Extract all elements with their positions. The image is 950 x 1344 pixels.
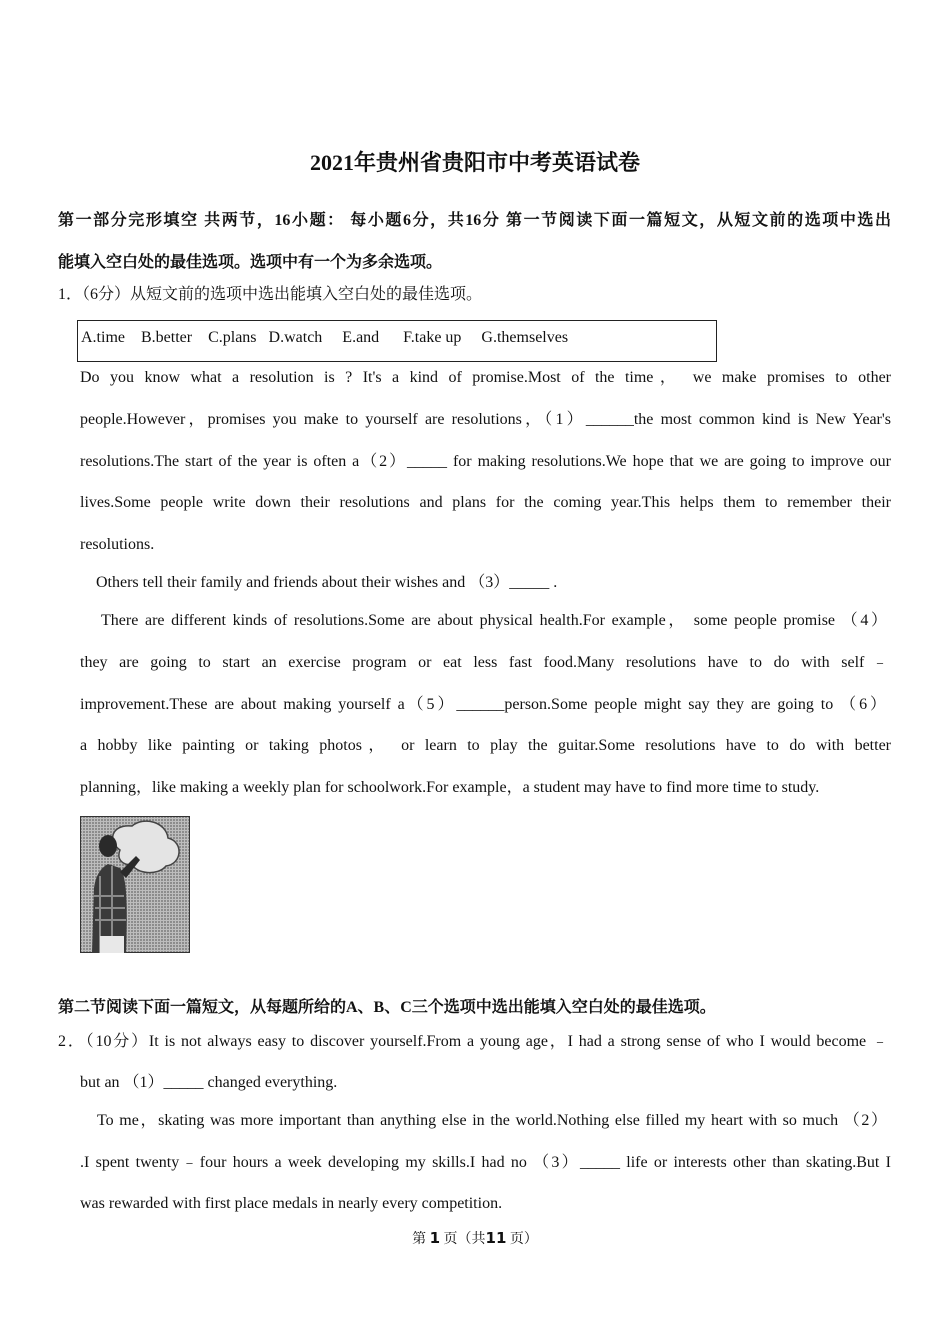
- page-footer: [0, 1228, 950, 1248]
- person-photo: [80, 816, 190, 953]
- page-title: 2021年贵州省贵阳市中考英语试卷: [309, 150, 640, 175]
- footer-total-pages: 11: [485, 1229, 507, 1247]
- passage1-line: There are different kinds of resolutions.Some are about physical health.For example， some people promise （4）: [101, 612, 887, 629]
- passage2-line: To me，skating was more important than anything else in the world.Nothing else filled my heart with so much （2）: [97, 1112, 887, 1129]
- footer-mid: 页（共: [443, 1232, 486, 1247]
- options-list: A.time B.better C.plans D.watch E.and F.take up G.themselves: [81, 329, 569, 346]
- passage2-line: was rewarded with first place medals in nearly every competition.: [80, 1195, 503, 1212]
- passage1-line: Others tell their family and friends about their wishes and （3）_____ .: [96, 574, 558, 591]
- passage2-line: but an （1）_____ changed everything.: [80, 1074, 338, 1091]
- part1-header-line2: 能填入空白处的最佳选项。选项中有一个为多余选项。: [58, 254, 443, 271]
- passage2-line: 2．（10分）It is not always easy to discover yourself.From a young age，I had a strong sense of who I would become ﹣: [58, 1033, 888, 1050]
- footer-prefix: 第: [412, 1232, 427, 1247]
- passage1-line: Do you know what a resolution is ? It's a kind of promise.Most of the time， we make promises to other: [80, 369, 891, 386]
- passage2-line: .I spent twenty﹣four hours a week developing my skills.I had no （3）_____ life or interests other than skating.But I: [80, 1154, 891, 1171]
- passage1-line: resolutions.: [80, 536, 155, 553]
- part1-header-line1: 第一部分完形填空 共两节，16小题： 每小题6分，共16分 第一节阅读下面一篇短文，从短文前的选项中选出: [58, 212, 891, 229]
- footer-suffix: 页）: [509, 1232, 538, 1247]
- passage1-line: improvement.These are about making yourself a（5）______person.Some people might say they are going to （6）: [80, 696, 886, 713]
- part2-header: 第二节阅读下面一篇短文，从每题所给的A、B、C三个选项中选出能填入空白处的最佳选项。: [58, 999, 716, 1016]
- passage1-line: lives.Some people write down their resolutions and plans for the coming year.This helps them to remember their: [80, 494, 891, 511]
- passage1-line: planning，like making a weekly plan for schoolwork.For example，a student may have to find more time to study.: [80, 779, 820, 796]
- passage1-line: a hobby like painting or taking photos， or learn to play the guitar.Some resolutions have to do with better: [80, 737, 891, 754]
- passage1-line: people.However，promises you make to yourself are resolutions，（1）______the most common kind is New Year's: [80, 411, 891, 428]
- question-1-label: 1．（6分）从短文前的选项中选出能填入空白处的最佳选项。: [58, 286, 483, 303]
- passage1-line: they are going to start an exercise program or eat less fast food.Many resolutions have to do with self﹣: [80, 654, 888, 671]
- passage1-line: resolutions.The start of the year is often a（2）_____ for making resolutions.We hope that we are going to improve our: [80, 453, 891, 470]
- footer-page-number: 1: [429, 1229, 441, 1247]
